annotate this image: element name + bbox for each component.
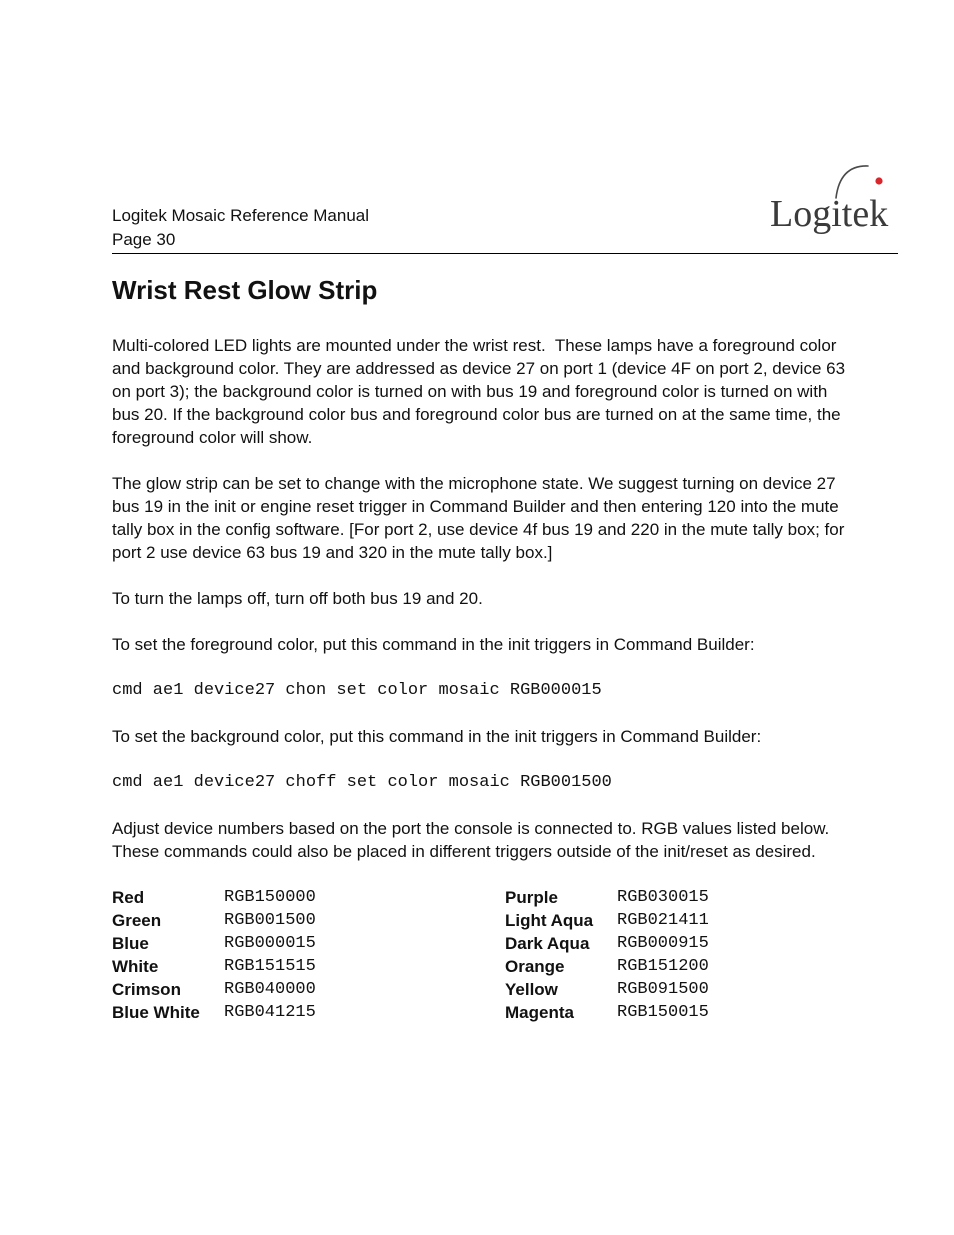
color-rgb: RGB151200 xyxy=(617,957,709,976)
color-rgb: RGB001500 xyxy=(224,911,316,930)
text-line: on port 3); the background color is turned on with bus 19 and foreground color is turned on with xyxy=(112,382,828,401)
text-line: The glow strip can be set to change with the microphone state. We suggest turning on device 27 xyxy=(112,474,836,493)
manual-title: Logitek Mosaic Reference Manual xyxy=(112,206,370,225)
color-name: Magenta xyxy=(505,1003,574,1022)
logitek-logo xyxy=(760,155,900,240)
text-line: bus 20. If the background color bus and foreground color bus are turned on at the same time, the xyxy=(112,405,841,424)
color-row xyxy=(505,909,898,932)
text-line: and background color. They are addressed as device 27 on port 1 (device 4F on port 2, device 63 xyxy=(112,359,846,378)
color-name: Crimson xyxy=(112,980,181,999)
color-column-right xyxy=(505,886,898,1024)
text-line: tally box in the config software. [For port 2, use device 4f bus 19 and 220 in the mute tally box; for xyxy=(112,520,845,539)
color-name: Dark Aqua xyxy=(505,934,590,953)
color-name: White xyxy=(112,957,159,976)
color-row xyxy=(112,932,505,955)
adjust-paragraph xyxy=(112,817,898,863)
color-rgb: RGB150015 xyxy=(617,1003,709,1022)
color-name: Yellow xyxy=(505,980,558,999)
color-name: Orange xyxy=(505,957,565,976)
color-row xyxy=(112,1001,505,1024)
text-line: bus 19 in the init or engine reset trigger in Command Builder and then entering 120 into the mute xyxy=(112,497,839,516)
text-line: foreground color will show. xyxy=(112,428,313,447)
color-table xyxy=(112,886,898,1024)
color-rgb: RGB151515 xyxy=(224,957,316,976)
color-name: Blue xyxy=(112,934,149,953)
text-line: To set the foreground color, put this command in the init triggers in Command Builder: xyxy=(112,635,755,654)
text-line: Multi-colored LED lights are mounted under the wrist rest. These lamps have a foreground color xyxy=(112,336,837,355)
color-name: Light Aqua xyxy=(505,911,594,930)
color-rgb: RGB041215 xyxy=(224,1003,316,1022)
foreground-command: cmd ae1 device27 chon set color mosaic RGB000015 xyxy=(112,681,602,700)
running-header xyxy=(112,204,369,252)
color-rgb: RGB150000 xyxy=(224,888,316,907)
page-number: Page 30 xyxy=(112,230,176,249)
color-rgb: RGB040000 xyxy=(224,980,316,999)
color-rgb: RGB030015 xyxy=(617,888,709,907)
logo-wordmark: Logitek xyxy=(770,193,889,235)
color-name: Green xyxy=(112,911,162,930)
text-line: To set the background color, put this command in the init triggers in Command Builder: xyxy=(112,727,762,746)
color-name: Purple xyxy=(505,888,558,907)
text-line: To turn the lamps off, turn off both bus 19 and 20. xyxy=(112,589,483,608)
color-row xyxy=(112,886,505,909)
color-row xyxy=(112,909,505,932)
text-line: port 2 use device 63 bus 19 and 320 in the mute tally box.] xyxy=(112,543,553,562)
color-name: Red xyxy=(112,888,145,907)
color-column-left xyxy=(112,886,505,1024)
header-rule xyxy=(112,253,898,254)
color-rgb: RGB091500 xyxy=(617,980,709,999)
color-row xyxy=(505,1001,898,1024)
color-name: Blue White xyxy=(112,1003,200,1022)
color-row xyxy=(505,932,898,955)
intro-paragraph xyxy=(112,334,898,449)
color-rgb: RGB021411 xyxy=(617,911,709,930)
background-instruction xyxy=(112,725,898,748)
logo-dot xyxy=(875,177,882,184)
color-row xyxy=(505,886,898,909)
color-rgb: RGB000015 xyxy=(224,934,316,953)
foreground-instruction xyxy=(112,633,898,656)
section-title: Wrist Rest Glow Strip xyxy=(112,275,378,305)
text-line: These commands could also be placed in different triggers outside of the init/reset as desired. xyxy=(112,842,816,861)
background-command: cmd ae1 device27 choff set color mosaic RGB001500 xyxy=(112,773,612,792)
lamps-off-paragraph xyxy=(112,587,898,610)
color-rgb: RGB000915 xyxy=(617,934,709,953)
color-row xyxy=(505,955,898,978)
page-body xyxy=(112,334,898,1024)
color-row xyxy=(505,978,898,1001)
text-line: Adjust device numbers based on the port the console is connected to. RGB values listed below. xyxy=(112,819,830,838)
color-row xyxy=(112,955,505,978)
color-row xyxy=(112,978,505,1001)
glow-strip-paragraph xyxy=(112,472,898,564)
